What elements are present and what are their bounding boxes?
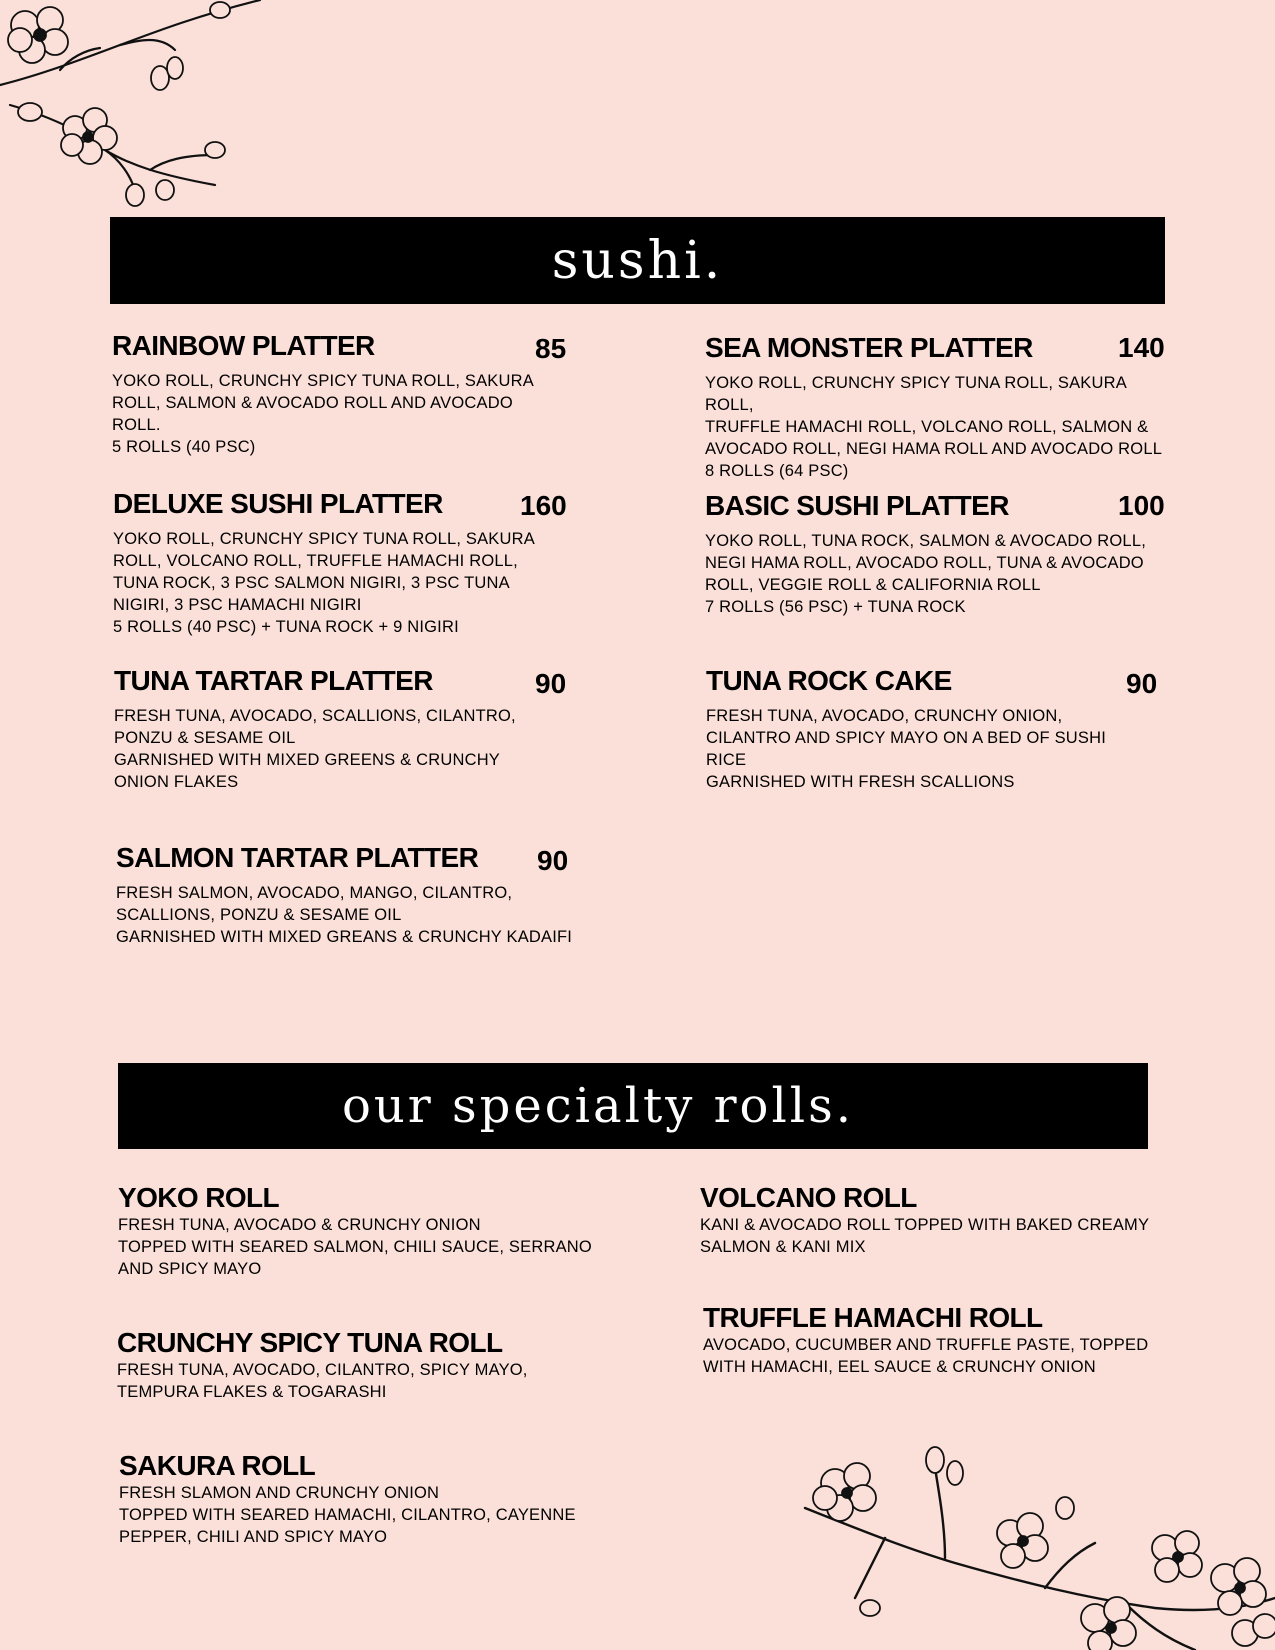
description-line: YOKO ROLL, CRUNCHY SPICY TUNA ROLL, SAKURA <box>112 372 534 390</box>
item-description <box>703 1334 1183 1378</box>
item-name: DELUXE SUSHI PLATTER <box>113 488 443 519</box>
menu-item-sea-monster-platter <box>705 332 1165 482</box>
menu-item-yoko-roll <box>118 1182 618 1280</box>
item-description <box>113 528 568 638</box>
description-line: ONION FLAKES <box>114 773 239 791</box>
description-line: TUNA ROCK, 3 PSC SALMON NIGIRI, 3 PSC TUNA <box>113 574 510 592</box>
menu-item-truffle-hamachi-roll <box>703 1302 1183 1378</box>
item-price: 100 <box>1118 490 1165 521</box>
description-line: RICE <box>706 751 747 769</box>
description-line: FRESH TUNA, AVOCADO, SCALLIONS, CILANTRO, <box>114 707 516 725</box>
description-line: FRESH SALMON, AVOCADO, MANGO, CILANTRO, <box>116 884 513 902</box>
description-line: PEPPER, CHILI AND SPICY MAYO <box>119 1528 388 1546</box>
item-name: YOKO ROLL <box>118 1182 280 1213</box>
item-description <box>700 1214 1180 1258</box>
menu-item-volcano-roll <box>700 1182 1180 1258</box>
specialty-rolls-section-title: our specialty rolls. <box>341 1078 855 1134</box>
menu-item-sakura-roll <box>119 1450 619 1548</box>
description-line: TOPPED WITH SEARED HAMACHI, CILANTRO, CAYENNE <box>119 1506 576 1524</box>
description-line: PONZU & SESAME OIL <box>114 729 296 747</box>
item-description <box>118 1214 618 1280</box>
menu-item-rainbow-platter <box>112 330 567 458</box>
description-line: AVOCADO, CUCUMBER AND TRUFFLE PASTE, TOPPED <box>703 1336 1149 1354</box>
cherry-blossom-branch-icon <box>795 1438 1275 1650</box>
item-price: 160 <box>520 490 567 521</box>
description-line: 7 ROLLS (56 PSC) + TUNA ROCK <box>705 598 966 616</box>
item-price: 90 <box>537 845 569 876</box>
item-name: SALMON TARTAR PLATTER <box>116 842 479 873</box>
description-line: FRESH TUNA, AVOCADO, CILANTRO, SPICY MAYO, <box>117 1361 528 1379</box>
item-name: CRUNCHY SPICY TUNA ROLL <box>117 1327 503 1358</box>
description-line: YOKO ROLL, CRUNCHY SPICY TUNA ROLL, SAKURA <box>113 530 535 548</box>
description-line: AVOCADO ROLL, NEGI HAMA ROLL AND AVOCADO ROLL <box>705 440 1163 458</box>
description-line: 8 ROLLS (64 PSC) <box>705 462 849 480</box>
menu-item-tuna-rock-cake <box>706 665 1161 793</box>
item-price: 90 <box>535 668 567 699</box>
description-line: GARNISHED WITH FRESH SCALLIONS <box>706 773 1015 791</box>
description-line: 5 ROLLS (40 PSC) + TUNA ROCK + 9 NIGIRI <box>113 618 459 636</box>
item-name: TUNA ROCK CAKE <box>706 665 952 696</box>
description-line: NEGI HAMA ROLL, AVOCADO ROLL, TUNA & AVOCADO <box>705 554 1144 572</box>
description-line: WITH HAMACHI, EEL SAUCE & CRUNCHY ONION <box>703 1358 1096 1376</box>
item-price: 140 <box>1118 332 1165 363</box>
description-line: 5 ROLLS (40 PSC) <box>112 438 256 456</box>
item-price: 85 <box>535 333 567 364</box>
description-line: CILANTRO AND SPICY MAYO ON A BED OF SUSHI <box>706 729 1107 747</box>
item-description <box>705 372 1165 482</box>
item-price: 90 <box>1126 668 1158 699</box>
description-line: ROLL, VEGGIE ROLL & CALIFORNIA ROLL <box>705 576 1041 594</box>
description-line: YOKO ROLL, CRUNCHY SPICY TUNA ROLL, SAKURA ROLL, <box>705 374 1127 414</box>
item-name: RAINBOW PLATTER <box>112 330 375 361</box>
description-line: ROLL. <box>112 416 161 434</box>
item-name: VOLCANO ROLL <box>700 1182 917 1213</box>
description-line: SCALLIONS, PONZU & SESAME OIL <box>116 906 402 924</box>
description-line: NIGIRI, 3 PSC HAMACHI NIGIRI <box>113 596 362 614</box>
sushi-section-banner <box>110 217 1165 304</box>
menu-item-tuna-tartar-platter <box>114 665 569 793</box>
description-line: TEMPURA FLAKES & TOGARASHI <box>117 1383 387 1401</box>
item-description <box>112 370 567 458</box>
menu-item-basic-sushi-platter <box>705 490 1165 618</box>
item-name: SAKURA ROLL <box>119 1450 316 1481</box>
description-line: FRESH TUNA, AVOCADO, CRUNCHY ONION, <box>706 707 1063 725</box>
description-line: KANI & AVOCADO ROLL TOPPED WITH BAKED CREAMY <box>700 1216 1150 1234</box>
sushi-section-title: sushi. <box>551 230 724 291</box>
item-name: TRUFFLE HAMACHI ROLL <box>703 1302 1043 1333</box>
description-line: ROLL, SALMON & AVOCADO ROLL AND AVOCADO <box>112 394 513 412</box>
item-description <box>706 705 1161 793</box>
description-line: AND SPICY MAYO <box>118 1260 262 1278</box>
description-line: TOPPED WITH SEARED SALMON, CHILI SAUCE, SERRANO <box>118 1238 592 1256</box>
cherry-blossom-branch-icon <box>0 0 270 215</box>
item-name: TUNA TARTAR PLATTER <box>114 665 433 696</box>
item-description <box>119 1482 619 1548</box>
item-description <box>114 705 569 793</box>
description-line: TRUFFLE HAMACHI ROLL, VOLCANO ROLL, SALMON & <box>705 418 1149 436</box>
item-name: SEA MONSTER PLATTER <box>705 332 1033 363</box>
description-line: YOKO ROLL, TUNA ROCK, SALMON & AVOCADO ROLL, <box>705 532 1146 550</box>
description-line: FRESH TUNA, AVOCADO & CRUNCHY ONION <box>118 1216 481 1234</box>
description-line: SALMON & KANI MIX <box>700 1238 866 1256</box>
item-description <box>116 882 596 948</box>
menu-item-salmon-tartar-platter <box>116 842 596 948</box>
menu-item-crunchy-spicy-tuna-roll <box>117 1327 617 1403</box>
item-description <box>117 1359 617 1403</box>
description-line: ROLL, VOLCANO ROLL, TRUFFLE HAMACHI ROLL, <box>113 552 518 570</box>
item-name: BASIC SUSHI PLATTER <box>705 490 1009 521</box>
item-description <box>705 530 1165 618</box>
description-line: FRESH SLAMON AND CRUNCHY ONION <box>119 1484 440 1502</box>
menu-item-deluxe-sushi-platter <box>113 488 568 638</box>
description-line: GARNISHED WITH MIXED GREANS & CRUNCHY KADAIFI <box>116 928 573 946</box>
specialty-rolls-section-banner <box>118 1063 1148 1149</box>
description-line: GARNISHED WITH MIXED GREENS & CRUNCHY <box>114 751 501 769</box>
